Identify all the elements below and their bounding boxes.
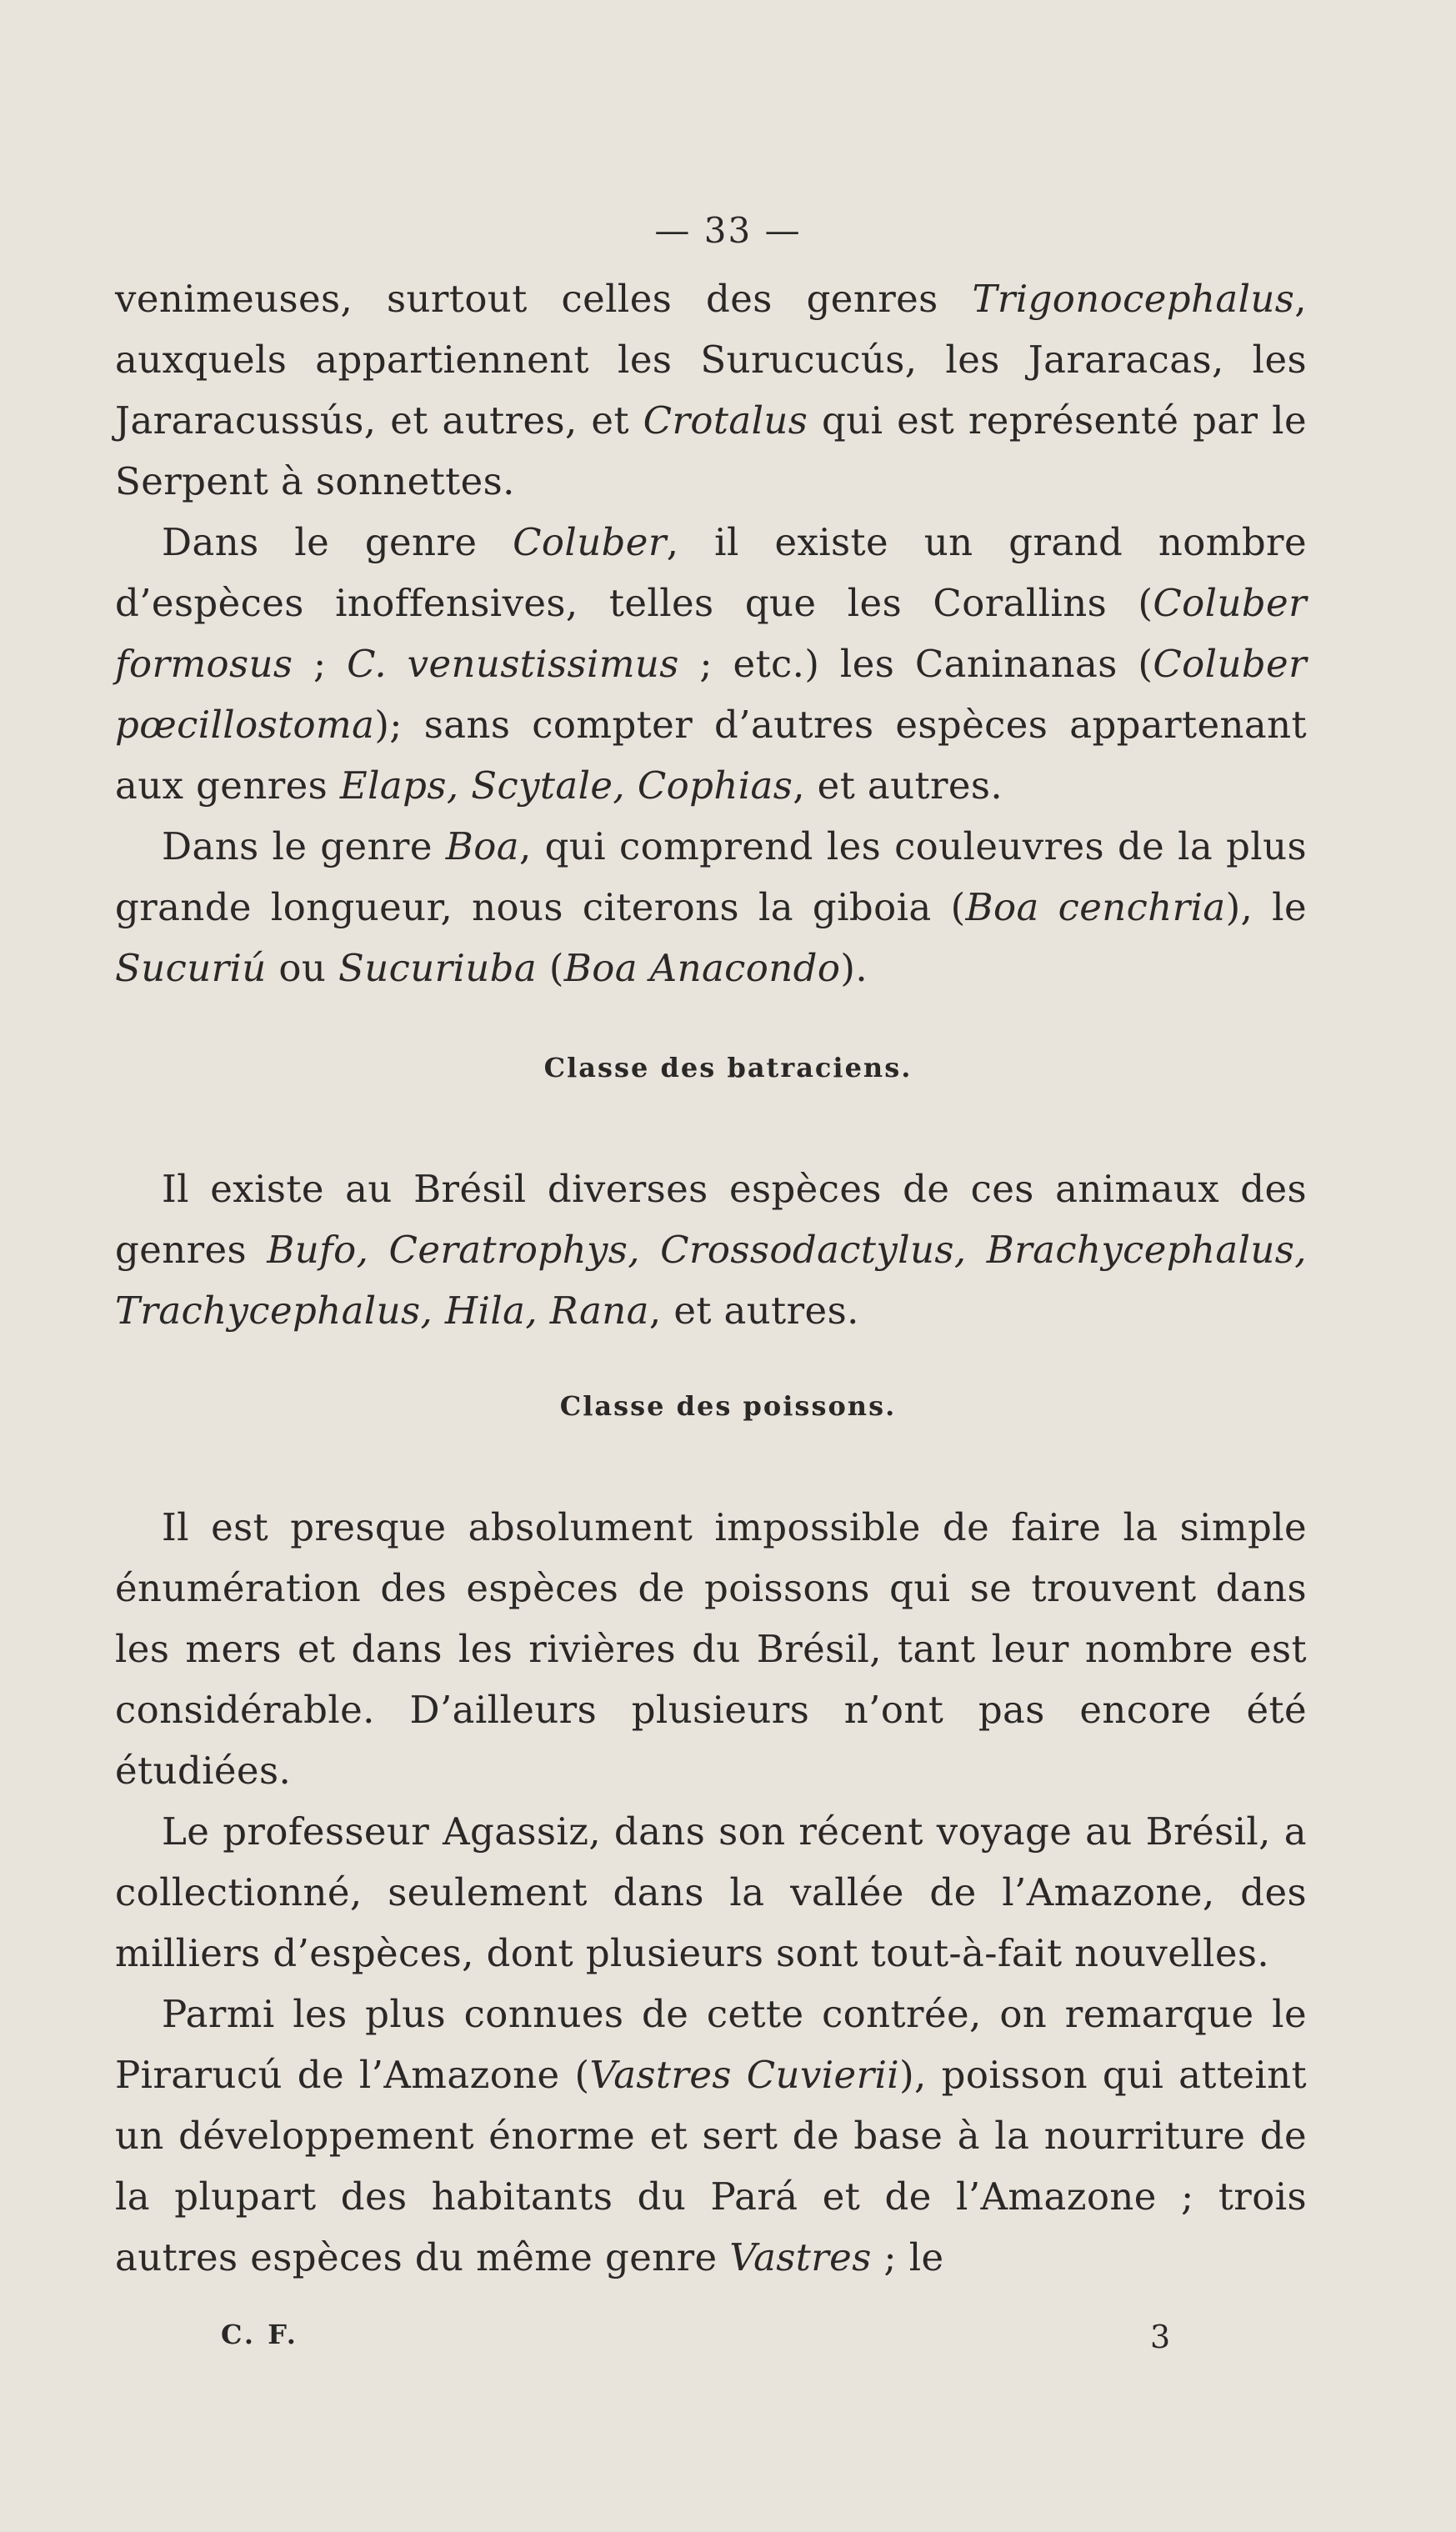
heading-poissons: Classe des poissons.: [559, 1390, 897, 1422]
paragraph-coluber: Dans le genre Coluber, il existe un grand nombre d’espèces inoffensives, telles que les Corallins (Coluber formosus ; C. venustissimus ; etc.) les Caninanas (Coluber pœcillostoma); sans compter d’autres espèces appartenant aux genres Elaps, Scytale, Cophias, et autres.: [115, 520, 1307, 808]
batraciens-section: [115, 1158, 1307, 1341]
paragraph-pirarucu: Parmi les plus connues de cette contrée, on remarque le Pirarucú de l’Amazone (Vastres Cuvierii), poisson qui atteint un développement énorme et sert de base à la nourriture de la plupart des habitants du Pará et de l’Amazone ; trois autres espèces du même genre Vastres ; le: [115, 1992, 1308, 2279]
paragraph-boa: Dans le genre Boa, qui comprend les couleuvres de la plus grande longueur, nous citerons la giboia (Boa cenchria), le Sucuriú ou Sucuriuba (Boa Anacondo).: [115, 824, 1308, 990]
paragraph-poissons-intro: Il est presque absolument impossible de faire la simple énumération des espèces de poissons qui se trouvent dans les mers et dans les rivières du Brésil, tant leur nombre est considérable. D’ailleurs plusieurs n’ont pas encore été étudiées.: [115, 1505, 1307, 1793]
sheet-number: 3: [1150, 2319, 1173, 2355]
paragraph-venimeuses: venimeuses, surtout celles des genres Trigonocephalus, auxquels appartiennent les Surucucús, les Jararacas, les Jararacussús, et autres, et Crotalus qui est représenté par le Serpent à sonnettes.: [115, 277, 1307, 503]
serpents-section: [115, 268, 1307, 998]
paragraph-batraciens: Il existe au Brésil diverses espèces de ces animaux des genres Bufo, Ceratrophys, Crossodactylus, Brachycephalus, Trachycephalus, Hila, Rana, et autres.: [115, 1167, 1307, 1333]
printer-signature: C. F.: [221, 2319, 298, 2350]
heading-batraciens: Classe des batraciens.: [543, 1052, 913, 1083]
paragraph-agassiz: Le professeur Agassiz, dans son récent voyage au Brésil, a collectionné, seulement dans la vallée de l’Amazone, des milliers d’espèces, dont plusieurs sont tout-à-fait nouvelles.: [115, 1809, 1307, 1975]
page-number: — 33 —: [654, 210, 802, 251]
poissons-section: [115, 1497, 1307, 2288]
